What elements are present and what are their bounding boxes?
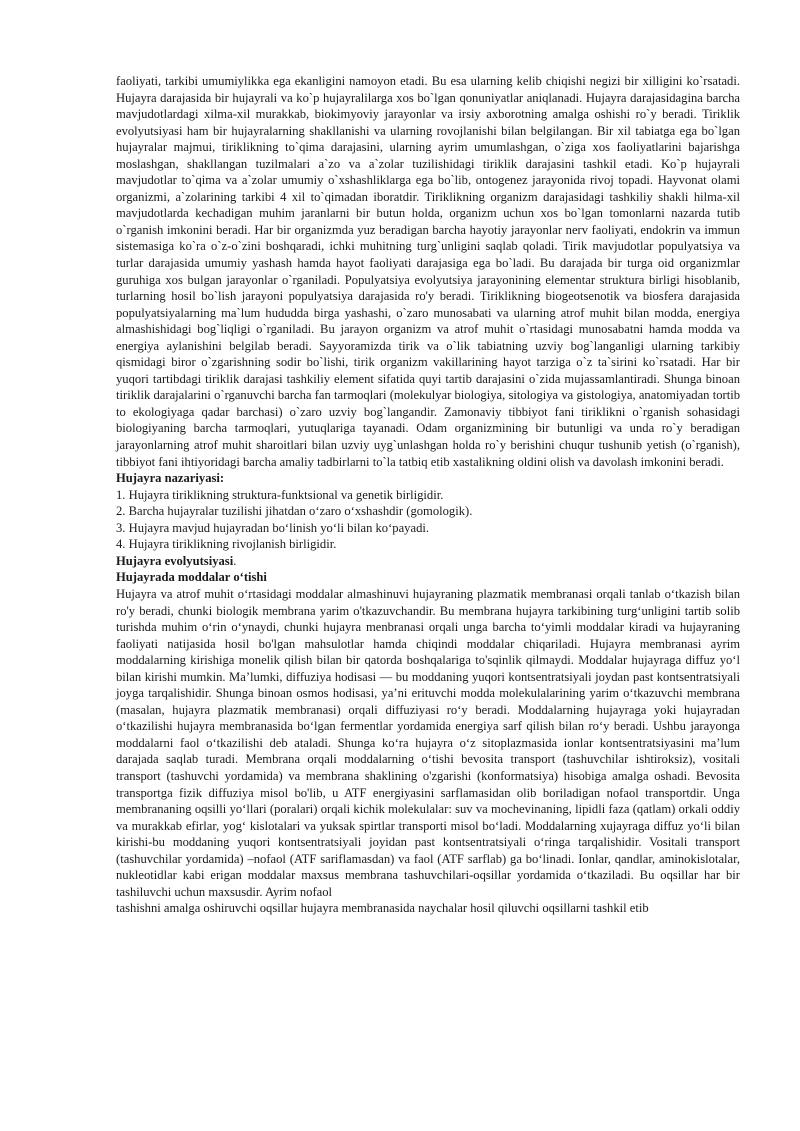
body-paragraph-membrane-transport: Hujayra va atrof muhit o‘rtasidagi moddalar almashinuvi hujayraning plazmatik membranasi orqali tanlab o‘tkazish bilan ro'y beradi, chunki biologik membrana yarim o'tkazuvchandir. Bu membrana hujayra tarkibining turg‘unligini tartib solib turishda muhim o‘rin o‘ynaydi, chunki hujayra menbranasi orqali unga barcha to‘yimli moddalar kiradi va hujayraning faoliyati natijasida hosil bo'lgan mahsulotlar hamda chiqindi moddalar chiqariladi. Hujayra membranasi ayrim moddalarning kirishiga monelik qilish bilan bir qatorda boshqalariga to'sqinlik qilmaydi. Moddalar hujayraga diffuz yo‘l bilan kirishi mumkin. Ma’lumki, diffuziya hodisasi — bu moddaning yuqori kontsentratsiyali joydan past kontsentratsiyali joyga tarqalishidir. Shunga binoan osmos hodisasi, ya’ni erituvchi modda molekulalarining yarim o‘tkazuvchi membrana (masalan, hujayra plazmatik membranasi) orqali diffuziyasi ro‘y beradi. Moddalarning hujayraga yoki hujayradan o‘tkazilishi hujayra membranasida bo‘lgan fermentlar yordamida energiya sarf qilish bilan ro‘y beradi. Ushbu jarayonga moddalarni faol o‘tkazilishi deb ataladi. Shunga ko‘ra hujayra o‘z sitoplazmasida ionlar kontsentratsiyasini ma’lum darajada saqlab turadi. Membrana orqali moddalarning o‘tishi bevosita transport (tashuvchilar ishtiroksiz), vositali transport (tashuvchi yordamida) va membrana shaklining o'zgarishi (konformatsiya) hisobiga amalga oshadi. Bevosita transportga fizik diffuziya misol bo'lib, u ATF energiyasini sarflamasidan olib boriladigan nofaol transportdir. Unga membrananing oqsilli yo‘llari (poralari) orqali kichik molekulalar: suv va mochevinaning, lipidli faza (qatlam) orkali oddiy va murakkab efirlar, yog‘ kislotalari va yuksak spirtlar transporti misol bo‘ladi. Moddalarning xujayraga diffuz yo‘li bilan kirishi-bu moddaning yuqori kontsentratsiyali joyidan past kontsentratsiyali o‘ringa tarqalishidir. Vositali transport (tashuvchilar yordamida) –nofaol (ATF sariflamasdan) va faol (ATF sarflab) ga bo‘linadi. Ionlar, qandlar, aminokislotalar, nukleotidlar kabi erigan moddalar maxsus membrana tashuvchilari-oqsillar yordamida o‘tkaziladi. Bu oqsillar har bir tashiluvchi uchun maxsusdir. Ayrim nofaol [116, 586, 740, 899]
document-page [116, 73, 740, 917]
heading-cell-evolution-text: Hujayra evolyutsiyasi [116, 553, 234, 568]
body-paragraph-last-line: tashishni amalga oshiruvchi oqsillar hujayra membranasida naychalar hosil qiluvchi oqsillarni tashkil etib [116, 901, 649, 916]
list-item: 4. Hujayra tiriklikning rivojlanish birligidir. [116, 537, 337, 552]
list-item: 3. Hujayra mavjud hujayradan bo‘linish yo‘li bilan ko‘payadi. [116, 520, 430, 535]
list-item: 1. Hujayra tiriklikning struktura-funktsional va genetik birligidir. [116, 487, 444, 502]
heading-cell-theory: Hujayra nazariyasi: [116, 471, 225, 486]
heading-cell-evolution [116, 553, 740, 570]
list-item: 2. Barcha hujayralar tuzilishi jihatdan o‘zaro o‘xshashdir (gomologik). [116, 504, 473, 519]
heading-cell-evolution-period: . [233, 553, 237, 568]
heading-substance-transport: Hujayrada moddalar o‘tishi [116, 570, 267, 585]
body-paragraph-levels-of-life: faoliyati, tarkibi umumiylikka ega ekanligini namoyon etadi. Bu esa ularning kelib chiqishi negizi bir xilligini ko`rsatadi. Hujayra darajasida bir hujayrali va ko`p hujayralilarga xos bo`lgan qonuniyatlar aniqlanadi. Hujayra darajasidagina barcha mavjudotlardagi xilma-xil murakkab, biokimyoviy jarayonlar va irsiy axborotning amalga oshishi ro`y beradi. Tiriklik evolyutsiyasi ham bir hujayralarning shakllanishi va ularning rovojlanishi bilan belgilangan. Bir xil tabiatga ega bo`lgan hujayralar majmui, tiriklikning to`qima darajasini, ularning ayrim umumlashgan, o`ziga xos faoliyatlarini bajarishga moslashgan, shakllangan tuzilmalari a`zo va a`zolar tuzilishidagi tiriklik darajasini tashkil etadi. Ko`p hujayrali mavjudotlar to`qima va a`zolar umumiy o`xshashliklarga ega bo`lib, ontogenez jarayonida rivoj topadi. Hayvonat olami organizmi, a`zolarining tarkibi 4 xil to`qimadan iboratdir. Tiriklikning organizm darajasidagi tashkiliy shakli hilma-xil mavjudotlarda kechadigan muhim jaranlarni bir butun holda, organizm uchun xos bo`lgan tomonlarni nazarda tutib o`rganish imkonini beradi. Har bir organizmda yuz beradigan barcha hayotiy jarayonlar nerv faoliyati, endokrin va immun sistemasiga ko`ra o`z-o`zini boshqaradi, ichki muhitning turg`unligini saqlab qoladi. Tirik mavjudotlar populyatsiya va turlar darajasida umumiy yashash hamda hayot faoliyati darajasiga ega bo`ladi. Bu darajada bir turga oid organizmlar guruhiga xos bulgan jarayonlar o`rganiladi. Populyatsiya evolyutsiya jarayonining elementar struktura birligi hisoblanib, turlarning hosil bo`lish jarayoni populyatsiya darajasida ro'y beradi. Tiriklikning biogeotsenotik va biosfera darajasida populyatsiyalarning ma`lum hududda birga yashashi, o`zaro munosabati va ularning atrof muhit bilan modda, energiya almashishidagi bog`liqligi o`rganiladi. Bu jarayon organizm va atrof muhit o`rtasidagi munosabatni hamda modda va energiya aylanishini belgilab beradi. Sayyoramizda tirik va o`lik tabiatning uzviy bog`langanligi ularning tarkibiy qismidagi biror o`zgarishning sodir bo`lishi, tirik organizm vakillarining hayot tarziga o`z ta`sirini ko`rsatadi. Har bir yuqori tartibdagi tiriklik darajasi tashkiliy element sifatida quyi tartib darajasini o`zida mujassamlantiradi. Shunga binoan tiriklik darajalarini o`rganuvchi barcha fan tarmoqlari (molekulyar biologiya, sitologiya va gistologiya, anatomiyadan tortib to ekologiyaga qadar barchasi) o`zaro uzviy bog`langandir. Zamonaviy tibbiyot fani tiriklikni o`rganish sohasidagi biologiyaning barcha tarmoqlari, yutuqlariga tayanadi. Odam organizmining bir butunligi va unda ro`y beradigan jarayonlarning atrof muhit sharoitlari bilan uzviy uyg`unlashgan holda ro`y berishini chuqur tushunib yetish (o`rganish), tibbiyot fani ihtiyoridagi barcha amaliy tadbirlarni to`la tatbiq etib xastalikning oldini olish va davolash imkonini beradi. [116, 74, 740, 469]
